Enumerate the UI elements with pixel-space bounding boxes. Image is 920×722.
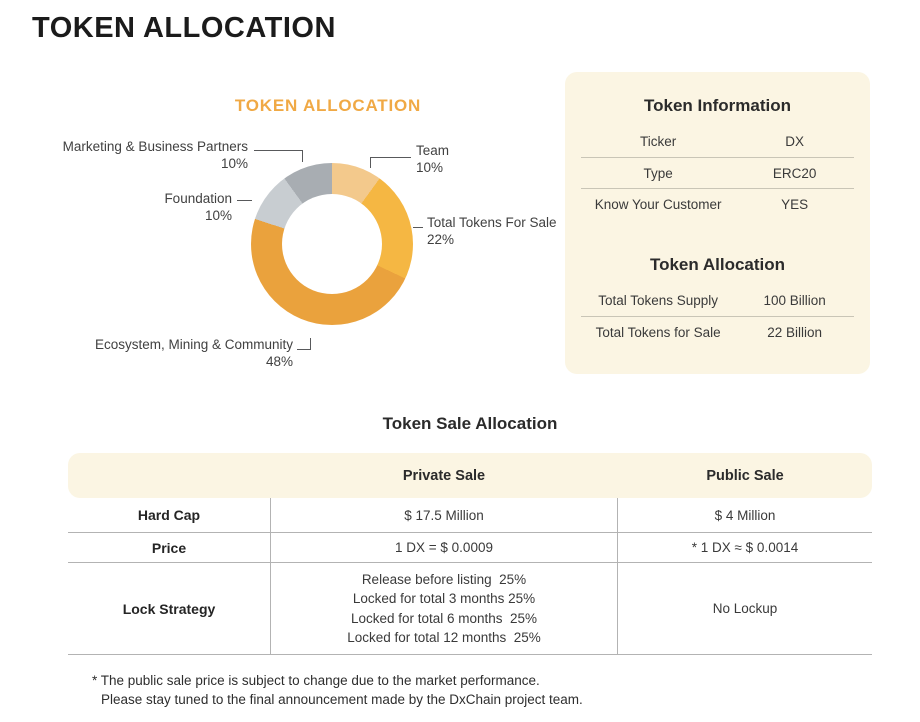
hardcap-private: $ 17.5 Million: [270, 498, 618, 532]
lock-strategy-private: [270, 563, 618, 654]
chart-label-ecosystem-pct: 48%: [265, 354, 293, 369]
lock-strategy-lines: [347, 570, 541, 648]
footnote: [92, 671, 583, 709]
chart-label-marketing-text: Marketing & Business Partners: [62, 139, 248, 154]
lock-strategy-public: No Lockup: [712, 601, 778, 616]
leader-line-marketing: [254, 150, 303, 162]
leader-line-total-tokens: [413, 227, 423, 228]
alloc-row-supply: [581, 285, 854, 316]
leader-line-team: [370, 157, 411, 168]
chart-label-team: [416, 142, 536, 176]
lock-line-2: Locked for total 3 months 25%: [352, 591, 536, 606]
chart-label-total-tokens-text: Total Tokens For Sale: [427, 215, 557, 230]
header-public-sale: Public Sale: [706, 467, 784, 484]
header-private-sale: Private Sale: [402, 467, 486, 484]
info-row-type-value: ERC20: [772, 165, 817, 181]
chart-label-team-pct: 10%: [416, 160, 444, 175]
alloc-row-sale-label: Total Tokens for Sale: [595, 324, 721, 340]
token-allocation-heading: Token Allocation: [649, 255, 786, 274]
token-information-rows: [581, 126, 854, 219]
info-row-kyc: [581, 188, 854, 219]
chart-label-marketing-pct: 10%: [220, 156, 248, 171]
chart-label-foundation: [112, 190, 232, 224]
info-row-ticker-value: DX: [785, 134, 805, 149]
hardcap-label: Hard Cap: [137, 507, 201, 523]
alloc-row-sale-value: 22 Billion: [767, 324, 823, 340]
price-public: * 1 DX ≈ $ 0.0014: [691, 540, 799, 555]
table-row-price: [68, 533, 872, 563]
lock-line-4: Locked for total 12 months 25%: [347, 630, 541, 645]
info-row-ticker-label: Ticker: [640, 134, 677, 149]
info-row-type-label: Type: [643, 165, 673, 181]
donut-hole: [282, 194, 382, 294]
page-title: TOKEN ALLOCATION: [32, 12, 336, 44]
leader-line-foundation: [237, 200, 252, 201]
info-row-kyc-label: Know Your Customer: [594, 196, 722, 212]
sale-table-title: Token Sale Allocation: [382, 414, 558, 433]
chart-label-foundation-text: Foundation: [164, 191, 232, 206]
lock-strategy-label: Lock Strategy: [122, 600, 216, 617]
info-row-ticker: [581, 126, 854, 157]
table-row-lock-strategy: [68, 563, 872, 655]
alloc-row-sale: [581, 316, 854, 347]
chart-label-marketing: [40, 138, 248, 172]
leader-line-ecosystem: [297, 338, 311, 350]
chart-label-ecosystem-text: Ecosystem, Mining & Community: [94, 337, 293, 352]
chart-label-ecosystem: [93, 336, 293, 370]
token-allocation-rows: [581, 285, 854, 347]
table-row-hardcap: [68, 498, 872, 533]
chart-label-total-tokens: [427, 214, 587, 248]
token-info-panel: [565, 72, 870, 374]
footnote-line-1: * The public sale price is subject to change due to the market performance.: [92, 673, 540, 688]
chart-label-foundation-pct: 10%: [204, 208, 232, 223]
token-information-heading: Token Information: [643, 96, 791, 115]
sale-table-body: [68, 498, 872, 655]
lock-line-1: Release before listing 25%: [361, 571, 527, 587]
donut-chart: [251, 163, 413, 325]
info-row-type: [581, 157, 854, 188]
chart-label-total-tokens-pct: 22%: [427, 232, 455, 247]
chart-title: TOKEN ALLOCATION: [234, 96, 422, 115]
token-sale-table: [68, 453, 872, 655]
alloc-row-supply-label: Total Tokens Supply: [598, 293, 719, 308]
hardcap-public: $ 4 Million: [714, 507, 776, 523]
lock-line-3: Locked for total 6 months 25%: [350, 610, 538, 626]
price-private: 1 DX = $ 0.0009: [270, 533, 618, 562]
price-label: Price: [151, 539, 187, 556]
sale-table-header: [68, 453, 872, 498]
info-row-kyc-value: YES: [781, 196, 809, 212]
footnote-line-2: Please stay tuned to the final announcement made by the DxChain project team.: [101, 692, 583, 707]
chart-label-team-text: Team: [416, 143, 450, 158]
alloc-row-supply-value: 100 Billion: [763, 293, 826, 308]
